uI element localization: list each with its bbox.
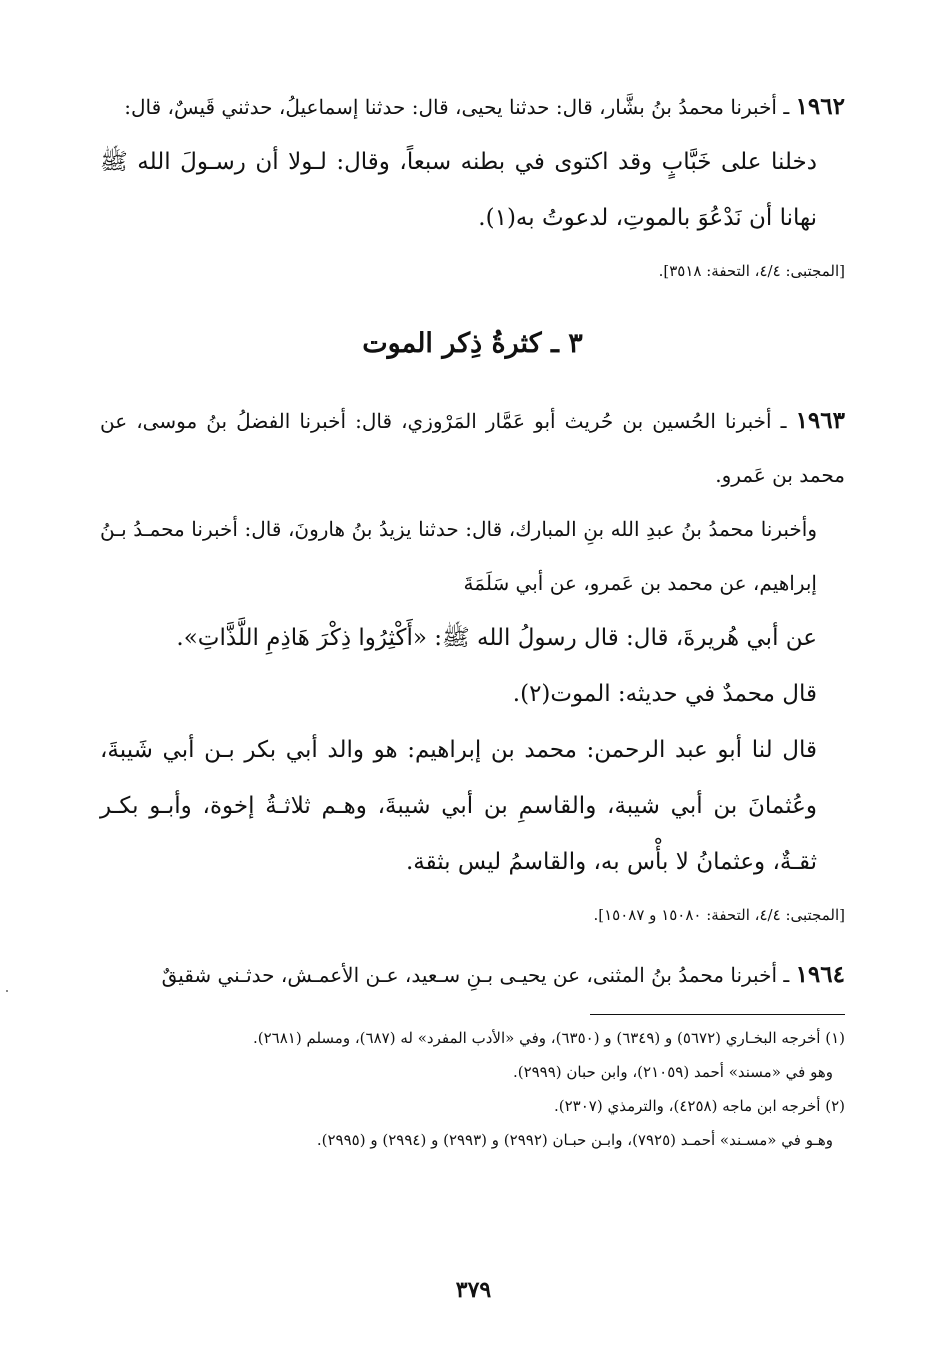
hadith-1962-isnad bbox=[100, 80, 845, 134]
hadith-number: ١٩٦٢ bbox=[795, 93, 845, 120]
hadith-1963-isnad-1-text: ـ أخبرنا الحُسين بن حُريث أبو عَمَّار المَرْوزي، قال: أخبرنا الفضلُ بنُ موسى، عن محمد بن عَمرو. bbox=[100, 409, 845, 487]
hadith-number: ١٩٦٤ bbox=[795, 961, 845, 988]
section-heading: ٣ ـ كثرةُ ذِكر الموت bbox=[362, 328, 583, 359]
footnote-2: (٢) أخرجه ابن ماجه (٤٢٥٨)، والترمذي (٢٣٠٧). bbox=[553, 1097, 845, 1115]
hadith-1962-reference: [المجتبى: ٤/٤، التحفة: ٣٥١٨]. bbox=[658, 262, 845, 280]
hadith-1963-isnad-2: وأخبرنا محمدُ بنُ عبدِ الله بنِ المبارك، قال: حدثنا يزيدُ بنُ هارونَ، قال: أخبرنا محمـدُ بـنُ إبراهيم، عن محمد بن عَمرو، عن أبي سَلَمَةَ bbox=[100, 517, 817, 595]
footnote-separator bbox=[590, 1014, 845, 1015]
page-number: ٣٧٩ bbox=[455, 1277, 492, 1303]
hadith-1962-isnad-text: ـ أخبرنا محمدُ بنُ بشَّار، قال: حدثنا يحيى، قال: حدثنا إسماعيلُ، حدثني قَيسٌ، قال: bbox=[124, 95, 796, 119]
footnote-1-continued: وهو في «مسند» أحمد (٢١٠٥٩)، وابن حبان (٢٩٩٩). bbox=[512, 1063, 833, 1081]
hadith-1963-matn: عن أبي هُريرةَ، قال: قال رسولُ الله ﷺ: «أَكْثِرُوا ذِكْرَ هَاذِمِ اللَّذَّاتِ». bbox=[176, 625, 817, 651]
hadith-number: ١٩٦٣ bbox=[795, 407, 845, 434]
margin-mark bbox=[6, 990, 8, 992]
hadith-1963-reference: [المجتبى: ٤/٤، التحفة: ١٥٠٨٠ و ١٥٠٨٧]. bbox=[593, 906, 845, 924]
hadith-1963-note: قال محمدٌ في حديثه: الموت(٢). bbox=[512, 681, 817, 707]
hadith-1964-isnad-text: ـ أخبرنا محمدُ بنُ المثنى، عن يحيـى بـنِ سـعيد، عـن الأعمـش، حدثـني شقيقٌ bbox=[161, 963, 796, 987]
hadith-1963-comment: قال لنا أبو عبد الرحمن: محمد بن إبراهيم: هو والد أبي بكر بـن أبي شَيبةَ، وعُثمانَ بن أبي شيبة، والقاسمِ بن أبي شيبةَ، وهـم ثلاثـةُ إخوة، وأبـو بكـر ثقـةٌ، وعثمانُ لا بأْس به، والقاسمُ ليس بثقة. bbox=[100, 737, 817, 875]
footnote-1: (١) أخرجه البخـاري (٥٦٧٢) و (٦٣٤٩) و (٦٣٥٠)، وفي «الأدب المفرد» له (٦٨٧)، ومسلم (٢٦٨١). bbox=[252, 1029, 845, 1047]
book-page bbox=[100, 80, 845, 1157]
hadith-1962-matn: دخلنا على خَبَّابٍ وقد اكتوى في بطنه سبعاً، وقال: لـولا أن رسـولَ الله ﷺ نهانا أن نَدْعُوَ بالموتِ، لدعوتُ به(١). bbox=[100, 149, 817, 231]
hadith-1964-isnad bbox=[100, 948, 845, 1002]
footnote-2-continued: وهـو في «مسـند» أحمـد (٧٩٢٥)، وابـن حبـان (٢٩٩٢) و (٢٩٩٣) و (٢٩٩٤) و (٢٩٩٥). bbox=[316, 1131, 833, 1149]
hadith-1963-isnad-1 bbox=[100, 394, 845, 502]
